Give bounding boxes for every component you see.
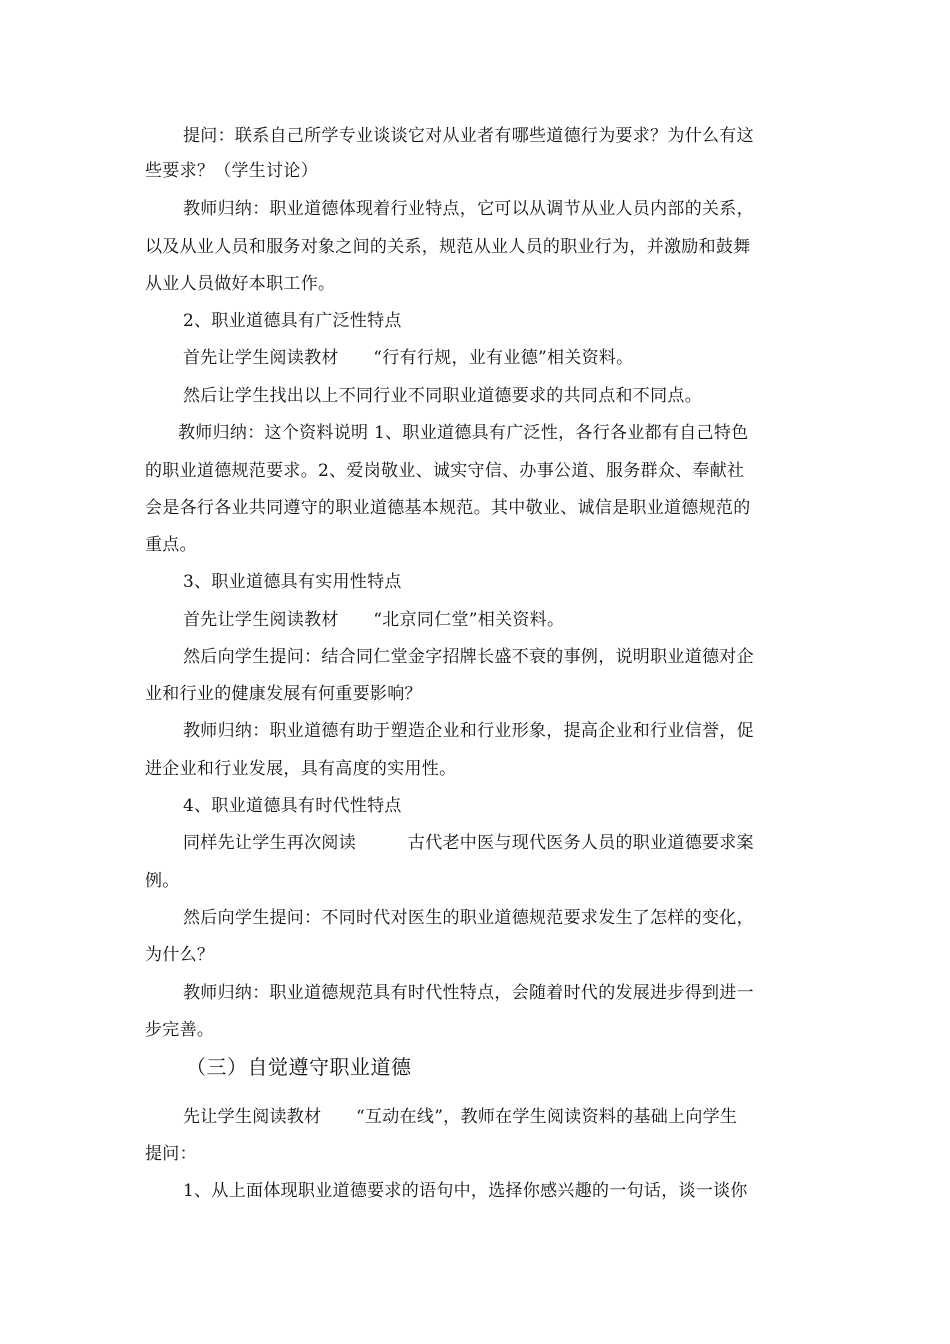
paragraph-line: 先让学生阅读教材 “互动在线”，教师在学生阅读资料的基础上向学生 (183, 1107, 738, 1127)
paragraph-line: 以及从业人员和服务对象之间的关系，规范从业人员的职业行为，并激励和鼓舞 (145, 237, 751, 257)
section-heading: （三）自觉遵守职业道德 (186, 1055, 412, 1079)
paragraph-line: 1、从上面体现职业道德要求的语句中，选择你感兴趣的一句话，谈一谈你 (183, 1181, 748, 1201)
paragraph-line: 然后向学生提问：结合同仁堂金字招牌长盛不衰的事例，说明职业道德对企 (183, 647, 754, 667)
paragraph-line: 提问：联系自己所学专业谈谈它对从业者有哪些道德行为要求？为什么有这 (183, 126, 754, 146)
paragraph-line: 首先让学生阅读教材 “北京同仁堂”相关资料。 (183, 610, 565, 630)
paragraph-line: 例。 (145, 871, 180, 891)
section-subheading: 4、职业道德具有时代性特点 (183, 796, 402, 816)
paragraph-line: 为什么？ (145, 945, 215, 965)
paragraph-line: 步完善。 (145, 1020, 215, 1040)
paragraph-line: 业和行业的健康发展有何重要影响？ (145, 684, 422, 704)
section-subheading: 2、职业道德具有广泛性特点 (183, 311, 402, 331)
paragraph-line: 些要求？（学生讨论） (145, 161, 318, 181)
paragraph-line: 首先让学生阅读教材 “行有行规，业有业德”相关资料。 (183, 348, 634, 368)
paragraph-line: 同样先让学生再次阅读 古代老中医与现代医务人员的职业道德要求案 (183, 833, 754, 853)
section-subheading: 3、职业道德具有实用性特点 (183, 572, 402, 592)
paragraph-line: 教师归纳：职业道德有助于塑造企业和行业形象，提高企业和行业信誉，促 (183, 721, 754, 741)
paragraph-line: 教师归纳：这个资料说明 1、职业道德具有广泛性，各行各业都有自己特色 (178, 423, 749, 443)
paragraph-line: 从业人员做好本职工作。 (145, 274, 336, 294)
paragraph-line: 然后向学生提问：不同时代对医生的职业道德规范要求发生了怎样的变化， (183, 908, 754, 928)
paragraph-line: 教师归纳：职业道德体现着行业特点，它可以从调节从业人员内部的关系， (183, 199, 754, 219)
paragraph-line: 提问： (145, 1144, 197, 1164)
paragraph-line: 进企业和行业发展，具有高度的实用性。 (145, 759, 457, 779)
paragraph-line: 教师归纳：职业道德规范具有时代性特点，会随着时代的发展进步得到进一 (183, 983, 754, 1003)
paragraph-line: 然后让学生找出以上不同行业不同职业道德要求的共同点和不同点。 (183, 386, 702, 406)
paragraph-line: 的职业道德规范要求。2、爱岗敬业、诚实守信、办事公道、服务群众、奉献社 (145, 461, 745, 481)
paragraph-line: 会是各行各业共同遵守的职业道德基本规范。其中敬业、诚信是职业道德规范的 (145, 498, 751, 518)
paragraph-line: 重点。 (145, 535, 197, 555)
